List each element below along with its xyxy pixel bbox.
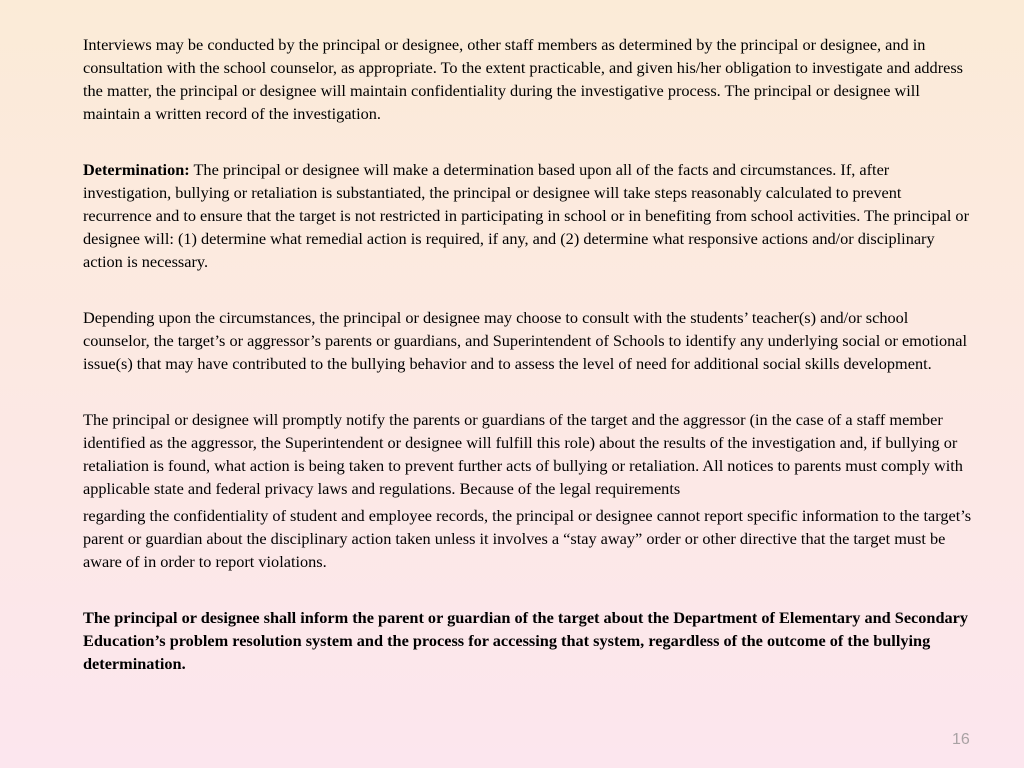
paragraph-interviews: Interviews may be conducted by the principal or designee, other staff members as determined by the principal or designee, and in consultation with the school counselor, as appropriate. To the extent practicable, and given his/her obligation to investigate and address the matter, the principal or designee will maintain confidentiality during the investigative process. The principal or designee will maintain a written record of the investigation. (83, 35, 964, 123)
paragraph-confidentiality: regarding the confidentiality of student and employee records, the principal or designee cannot report specific information to the target’s parent or guardian about the disciplinary action taken unless it involves a “stay away” order or other directive that the target must be aware of in order to report violations. (83, 506, 972, 571)
page-number: 16 (952, 731, 970, 748)
paragraph-notification: The principal or designee will promptly notify the parents or guardians of the target and the aggressor (in the case of a staff member identified as the aggressor, the Superintendent or designee will fulfill this role) about the results of the investigation and, if bullying or retaliation is found, what action is being taken to prevent further acts of bullying or retaliation. All notices to parents must comply with applicable state and federal privacy laws and regulations. Because of the legal requirements (83, 410, 963, 498)
document-body (83, 33, 973, 675)
paragraph-problem-resolution: The principal or designee shall inform the parent or guardian of the target about the Department of Elementary and Secondary Education’s problem resolution system and the process for accessing that system, regardless of the outcome of the bullying determination. (83, 608, 969, 673)
paragraph-consultation: Depending upon the circumstances, the principal or designee may choose to consult with the students’ teacher(s) and/or school counselor, the target’s or aggressor’s parents or guardians, and Superintendent of Schools to identify any underlying social or emotional issue(s) that may have contributed to the bullying behavior and to assess the level of need for additional social skills development. (83, 308, 968, 373)
determination-heading: Determination: (83, 160, 190, 179)
determination-text: The principal or designee will make a determination based upon all of the facts and circumstances. If, after investigation, bullying or retaliation is substantiated, the principal or designee will take steps reasonably calculated to prevent recurrence and to ensure that the target is not restricted in participating in school or in benefiting from school activities. The principal or designee will: (1) determine what remedial action is required, if any, and (2) determine what responsive actions and/or disciplinary action is necessary. (83, 160, 969, 271)
paragraph-determination (83, 158, 973, 273)
